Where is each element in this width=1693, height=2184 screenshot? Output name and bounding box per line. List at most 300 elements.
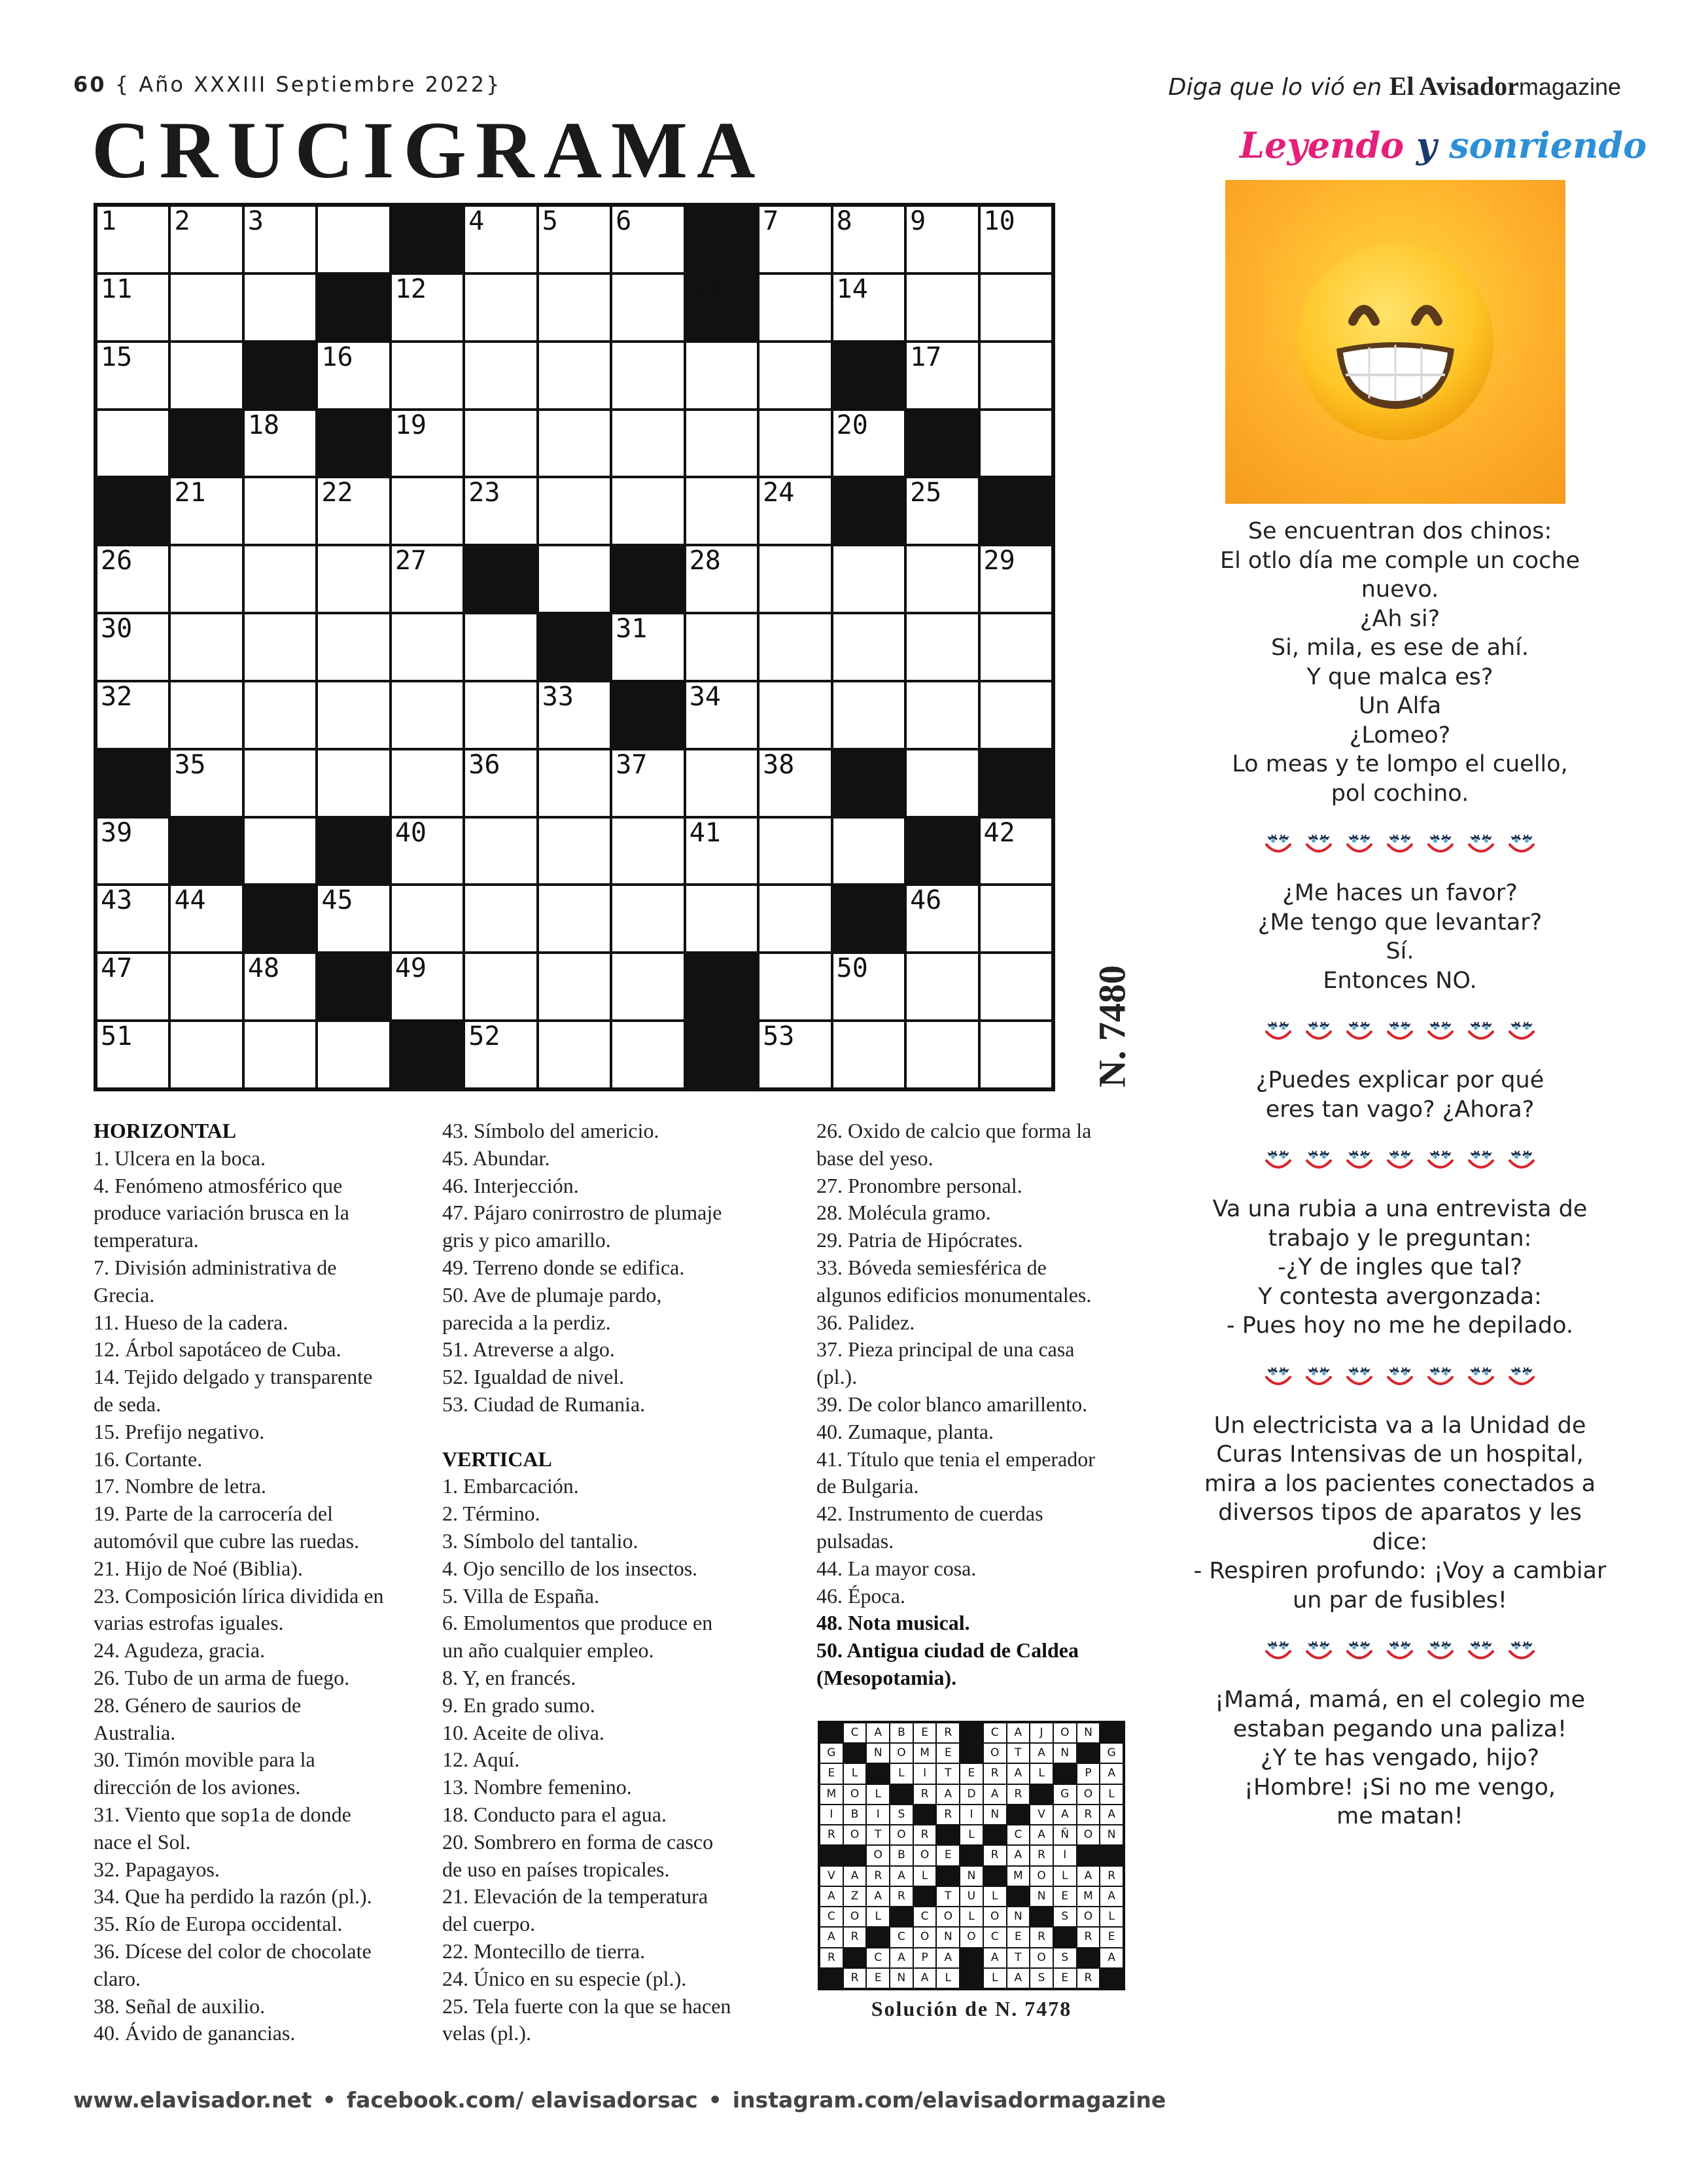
grid-cell[interactable] [97, 682, 168, 748]
grid-cell[interactable] [833, 954, 904, 1019]
grid-cell[interactable] [686, 682, 757, 748]
grid-cell[interactable] [981, 614, 1051, 680]
grid-cell[interactable] [539, 1022, 610, 1087]
grid-cell[interactable] [833, 1022, 904, 1087]
solution-cell: A [1030, 1825, 1053, 1844]
solution-cell: R [1077, 1805, 1100, 1824]
grid-cell[interactable] [759, 343, 830, 408]
solution-block [1100, 1969, 1123, 1988]
grid-cell[interactable] [97, 614, 168, 680]
grid-cell[interactable] [539, 478, 610, 544]
grid-cell[interactable] [465, 819, 536, 884]
grid-cell[interactable] [465, 614, 536, 680]
grid-cell[interactable] [392, 343, 463, 408]
grid-cell[interactable] [245, 1022, 315, 1087]
clue-line: pulsadas. [816, 1528, 894, 1553]
grid-cell[interactable] [612, 275, 683, 340]
grid-cell[interactable] [686, 478, 757, 544]
grid-cell[interactable] [759, 682, 830, 748]
solution-cell: S [1054, 1907, 1076, 1926]
solution-cell: O [844, 1785, 866, 1804]
solution-block [1007, 1805, 1030, 1824]
solution-block [1030, 1907, 1053, 1926]
solution-cell: A [984, 1785, 1006, 1804]
clue-line: parecida a la perdiz. [442, 1310, 611, 1334]
solution-cell: V [820, 1867, 843, 1886]
grid-cell[interactable] [97, 954, 168, 1019]
solution-cell: S [890, 1805, 913, 1824]
solution-cell: A [984, 1948, 1006, 1967]
grid-cell[interactable] [981, 343, 1051, 408]
grid-block [612, 682, 683, 748]
solution-cell: O [984, 1907, 1006, 1926]
grid-cell[interactable] [833, 411, 904, 476]
horizontal-clues-list [94, 1145, 406, 2047]
solution-cell: O [890, 1744, 913, 1763]
laughing-face-icon [1425, 828, 1456, 859]
solution-cell: I [914, 1764, 936, 1783]
solution-cell: S [1030, 1969, 1053, 1988]
solution-cell: E [1054, 1887, 1076, 1906]
solution-block [1054, 1764, 1076, 1783]
grid-cell[interactable] [759, 614, 830, 680]
solution-cell: A [1030, 1744, 1053, 1763]
grid-cell[interactable] [171, 614, 241, 680]
grid-cell[interactable] [686, 614, 757, 680]
grid-cell[interactable] [392, 954, 463, 1019]
solution-cell: S [1054, 1948, 1076, 1967]
solution-cell: R [984, 1846, 1006, 1865]
solution-cell: G [1054, 1785, 1076, 1804]
footer-instagram: instagram.com/elavisadormagazine [732, 2087, 1166, 2113]
clue-line: 36. Palidez. [816, 1310, 915, 1334]
joke-line: trabajo y le preguntan: [1268, 1225, 1532, 1252]
clue-line: 23. Composición lírica dividida en [94, 1583, 384, 1608]
grid-cell[interactable] [759, 954, 830, 1019]
grid-cell[interactable] [907, 614, 977, 680]
grid-cell[interactable] [318, 478, 389, 544]
emoji-separator [1191, 1015, 1609, 1046]
grid-cell[interactable] [171, 546, 241, 612]
grid-block [907, 411, 977, 476]
solution-cell: A [820, 1887, 843, 1906]
cell-number: 15 [101, 342, 133, 372]
grid-cell[interactable] [392, 819, 463, 884]
grid-cell[interactable] [907, 478, 977, 544]
footer-facebook: facebook.com/ elavisadorsac [346, 2087, 698, 2113]
cell-number: 4 [468, 206, 485, 236]
laughing-face-icon [1384, 828, 1416, 859]
grid-cell[interactable] [833, 275, 904, 340]
solution-cell: R [820, 1825, 843, 1844]
joke-line: ¿Lomeo? [1349, 722, 1451, 749]
solution-cell: M [914, 1744, 936, 1763]
grid-cell[interactable] [171, 207, 241, 272]
joke-line: diversos tipos de aparatos y les [1218, 1500, 1582, 1526]
grid-cell[interactable] [833, 614, 904, 680]
laughing-face-icon [1384, 1015, 1416, 1046]
grid-cell[interactable] [759, 819, 830, 884]
laughing-face-icon [1303, 1015, 1335, 1046]
grid-cell[interactable] [981, 682, 1051, 748]
clue-line: 13. Nombre femenino. [442, 1775, 632, 1799]
grid-cell[interactable] [97, 546, 168, 612]
laughing-face-icon [1465, 1015, 1497, 1046]
grid-cell[interactable] [612, 478, 683, 544]
grid-cell[interactable] [686, 411, 757, 476]
grid-cell[interactable] [612, 886, 683, 951]
grid-cell[interactable] [318, 546, 389, 612]
grinning-face-icon [1291, 238, 1500, 447]
grid-cell[interactable] [318, 886, 389, 951]
grid-cell[interactable] [171, 478, 241, 544]
clue-line: 17. Nombre de letra. [94, 1474, 266, 1498]
grid-cell[interactable] [981, 207, 1051, 272]
solution-cell: C [890, 1928, 913, 1946]
grid-cell[interactable] [465, 750, 536, 816]
grid-cell[interactable] [465, 1022, 536, 1087]
grid-cell[interactable] [392, 886, 463, 951]
grid-cell[interactable] [318, 750, 389, 816]
solution-cell: E [1007, 1928, 1030, 1946]
grid-cell[interactable] [97, 1022, 168, 1087]
joke-line: me matan! [1336, 1803, 1463, 1829]
solution-block [960, 1846, 983, 1865]
grid-cell[interactable] [465, 275, 536, 340]
grid-cell[interactable] [539, 343, 610, 408]
laughing-face-icon [1303, 1360, 1335, 1392]
grid-block [171, 819, 241, 884]
solution-cell: R [914, 1825, 936, 1844]
grid-block [245, 886, 315, 951]
grid-cell[interactable] [539, 275, 610, 340]
grid-cell[interactable] [97, 275, 168, 340]
grid-cell[interactable] [759, 275, 830, 340]
grid-cell[interactable] [759, 478, 830, 544]
grid-cell[interactable] [171, 1022, 241, 1087]
grid-cell[interactable] [686, 343, 757, 408]
grid-cell[interactable] [833, 819, 904, 884]
grid-cell[interactable] [97, 343, 168, 408]
solution-cell: R [984, 1764, 1006, 1783]
grid-cell[interactable] [981, 886, 1051, 951]
solution-cell: A [937, 1785, 959, 1804]
grid-cell[interactable] [981, 819, 1051, 884]
grid-block [465, 546, 536, 612]
clue-line: 52. Igualdad de nivel. [442, 1365, 625, 1389]
grid-cell[interactable] [465, 682, 536, 748]
grid-cell[interactable] [907, 750, 977, 816]
grid-block [981, 750, 1051, 816]
clue-line: 27. Pronombre personal. [816, 1173, 1022, 1197]
solution-cell: A [890, 1867, 913, 1886]
clues-column-3 [816, 1118, 1117, 1692]
grid-block [907, 819, 977, 884]
joke-line: ¿Puedes explicar por qué [1255, 1067, 1545, 1093]
joke-line: Y contesta avergonzada: [1258, 1283, 1542, 1310]
grid-cell[interactable] [612, 750, 683, 816]
grid-cell[interactable] [318, 207, 389, 272]
laughing-face-icon [1263, 1144, 1294, 1175]
grid-block [981, 478, 1051, 544]
grid-cell[interactable] [686, 546, 757, 612]
clue-line: 46. Interjección. [442, 1173, 579, 1197]
laughing-face-icon [1506, 828, 1537, 859]
solution-cell: A [1100, 1764, 1123, 1783]
grid-cell[interactable] [759, 1022, 830, 1087]
grid-cell[interactable] [97, 886, 168, 951]
grid-cell[interactable] [539, 411, 610, 476]
grid-cell[interactable] [392, 275, 463, 340]
solution-cell: Ñ [1054, 1825, 1076, 1844]
clue-line: 7. División administrativa de [94, 1255, 337, 1279]
grid-block [97, 750, 168, 816]
solution-cell: R [890, 1887, 913, 1906]
solution-cell: A [1007, 1969, 1030, 1988]
joke-line: estaban pegando una paliza! [1232, 1716, 1567, 1742]
page-title: CRUCIGRAMA [92, 105, 765, 195]
grid-cell[interactable] [833, 546, 904, 612]
grid-cell[interactable] [465, 886, 536, 951]
solution-cell: L [1030, 1764, 1053, 1783]
grid-cell[interactable] [392, 682, 463, 748]
solution-block [1054, 1928, 1076, 1946]
grid-cell[interactable] [465, 343, 536, 408]
previous-solution-grid [818, 1721, 1125, 1990]
cell-number: 49 [394, 953, 427, 984]
grid-block [97, 478, 168, 544]
emoji-separator [1191, 1634, 1609, 1666]
solution-block [820, 1969, 843, 1988]
grid-block [318, 819, 389, 884]
grid-cell[interactable] [981, 411, 1051, 476]
joke-line: Entonces NO. [1323, 967, 1477, 994]
grid-cell[interactable] [465, 411, 536, 476]
grid-cell[interactable] [171, 682, 241, 748]
solution-cell: O [1030, 1948, 1053, 1967]
grid-block [686, 1022, 757, 1087]
grid-cell[interactable] [171, 343, 241, 408]
grid-cell[interactable] [907, 275, 977, 340]
grid-cell[interactable] [981, 275, 1051, 340]
solution-block [937, 1867, 959, 1886]
laughing-face-icon [1263, 828, 1294, 859]
solution-block [984, 1867, 1006, 1886]
laughing-face-icon [1303, 1634, 1335, 1666]
laughing-face-icon [1263, 1634, 1294, 1666]
clue-line: 20. Sombrero en forma de casco [442, 1829, 714, 1854]
grid-cell[interactable] [612, 343, 683, 408]
grid-cell[interactable] [539, 886, 610, 951]
clue-line: 4. Ojo sencillo de los insectos. [442, 1556, 698, 1580]
solution-cell: L [984, 1969, 1006, 1988]
clue-line: algunos edificios monumentales. [816, 1282, 1092, 1307]
grid-cell[interactable] [612, 1022, 683, 1087]
grid-cell[interactable] [245, 614, 315, 680]
spacer [442, 1418, 755, 1446]
grid-cell[interactable] [907, 546, 977, 612]
grid-cell[interactable] [759, 207, 830, 272]
clue-line: (Mesopotamia). [816, 1665, 957, 1689]
grid-cell[interactable] [171, 750, 241, 816]
solution-cell: E [937, 1744, 959, 1763]
grid-cell[interactable] [245, 411, 315, 476]
joke-line: ¿Me haces un favor? [1282, 880, 1518, 906]
solution-cell: R [1030, 1846, 1053, 1865]
grid-cell[interactable] [465, 954, 536, 1019]
grid-cell[interactable] [392, 546, 463, 612]
grid-cell[interactable] [686, 750, 757, 816]
cell-number: 33 [542, 681, 574, 712]
joke-line: un par de fusibles! [1293, 1587, 1507, 1613]
grid-cell[interactable] [392, 614, 463, 680]
joke-line: Sí. [1386, 938, 1414, 964]
clue-line: 1. Embarcación. [442, 1474, 579, 1498]
joke-line: - Respiren profundo: ¡Voy a cambiar [1193, 1558, 1607, 1584]
cell-number: 34 [689, 681, 721, 712]
clue-line: 5. Villa de España. [442, 1583, 600, 1608]
grid-cell[interactable] [907, 207, 977, 272]
grid-cell[interactable] [245, 275, 315, 340]
grid-cell[interactable] [318, 682, 389, 748]
grid-cell[interactable] [833, 207, 904, 272]
grid-cell[interactable] [686, 886, 757, 951]
grid-block [833, 343, 904, 408]
clue-line: varias estrofas iguales. [94, 1611, 284, 1635]
clue-line: claro. [94, 1966, 141, 1990]
grid-cell[interactable] [907, 343, 977, 408]
puzzle-number: N. 7480 [1091, 965, 1134, 1087]
grid-cell[interactable] [245, 478, 315, 544]
laughing-face-icon [1263, 1360, 1294, 1392]
solution-cell: N [1100, 1825, 1123, 1844]
grid-cell[interactable] [981, 546, 1051, 612]
solution-block [960, 1948, 983, 1967]
grid-cell[interactable] [907, 682, 977, 748]
grid-cell[interactable] [539, 546, 610, 612]
grid-cell[interactable] [171, 886, 241, 951]
grid-cell[interactable] [245, 819, 315, 884]
grid-cell[interactable] [759, 546, 830, 612]
solution-cell: A [1007, 1723, 1030, 1742]
grid-cell[interactable] [465, 478, 536, 544]
solution-cell: L [890, 1764, 913, 1783]
cell-number: 37 [616, 749, 648, 780]
solution-cell: R [1100, 1867, 1123, 1886]
grid-cell[interactable] [759, 750, 830, 816]
grid-cell[interactable] [907, 954, 977, 1019]
joke-line: Va una rubia a una entrevista de [1212, 1196, 1588, 1222]
grid-cell[interactable] [981, 954, 1051, 1019]
grid-cell[interactable] [539, 954, 610, 1019]
solution-cell: N [937, 1928, 959, 1946]
grid-cell[interactable] [245, 682, 315, 748]
grid-cell[interactable] [245, 750, 315, 816]
joke-line: -¿Y de ingles que tal? [1278, 1254, 1522, 1280]
clue-line: gris y pico amarillo. [442, 1228, 611, 1252]
grid-cell[interactable] [907, 886, 977, 951]
clue-line: temperatura. [94, 1228, 199, 1252]
grid-cell[interactable] [686, 819, 757, 884]
clue-line: 36. Dícese del color de chocolate [94, 1939, 372, 1963]
grid-block [686, 275, 757, 340]
vertical-clues-list-cont [816, 1118, 1117, 1610]
grid-cell[interactable] [318, 343, 389, 408]
solution-cell: L [1054, 1867, 1076, 1886]
clue-line: 46. Época. [816, 1583, 905, 1608]
grid-cell[interactable] [318, 1022, 389, 1087]
grid-cell[interactable] [245, 546, 315, 612]
grid-cell[interactable] [97, 207, 168, 272]
grid-cell[interactable] [171, 954, 241, 1019]
grid-cell[interactable] [612, 819, 683, 884]
grid-block [833, 478, 904, 544]
solution-cell: M [1007, 1867, 1030, 1886]
grid-cell[interactable] [97, 411, 168, 476]
clue-line: 8. Y, en francés. [442, 1665, 576, 1689]
page-header-left [73, 72, 501, 97]
solution-block [820, 1723, 843, 1742]
laughing-face-icon [1263, 1015, 1294, 1046]
emoji-separator [1191, 1360, 1609, 1392]
grid-cell[interactable] [759, 886, 830, 951]
grid-cell[interactable] [392, 478, 463, 544]
clue-line: 10. Aceite de oliva. [442, 1720, 604, 1744]
grid-cell[interactable] [907, 1022, 977, 1087]
joke-line: pol cochino. [1331, 780, 1469, 807]
grid-cell[interactable] [759, 411, 830, 476]
solution-cell: B [890, 1846, 913, 1865]
grid-cell[interactable] [612, 954, 683, 1019]
grid-cell[interactable] [318, 614, 389, 680]
cell-number: 27 [394, 546, 427, 576]
cell-number: 18 [247, 410, 280, 440]
grid-cell[interactable] [612, 207, 683, 272]
clue-line: 14. Tejido delgado y transparente [94, 1365, 373, 1389]
cell-number: 47 [101, 953, 133, 984]
grid-cell[interactable] [97, 819, 168, 884]
joke-line: Un electricista va a la Unidad de [1213, 1412, 1586, 1439]
laughing-face-icon [1303, 1144, 1335, 1175]
grid-cell[interactable] [465, 207, 536, 272]
solution-cell: C [820, 1907, 843, 1926]
grid-cell[interactable] [392, 411, 463, 476]
grid-cell[interactable] [612, 411, 683, 476]
solution-cell: E [820, 1764, 843, 1783]
solution-block [844, 1948, 866, 1967]
clue-line: 34. Que ha perdido la razón (pl.). [94, 1884, 372, 1909]
grid-cell[interactable] [171, 275, 241, 340]
grid-cell[interactable] [612, 614, 683, 680]
grid-cell[interactable] [539, 207, 610, 272]
grid-cell[interactable] [833, 682, 904, 748]
grid-cell[interactable] [539, 750, 610, 816]
cell-number: 8 [836, 206, 852, 236]
solution-cell: P [1077, 1764, 1100, 1783]
solution-cell: M [1077, 1887, 1100, 1906]
clue-line: 44. La mayor cosa. [816, 1556, 977, 1580]
grid-cell[interactable] [539, 819, 610, 884]
cell-number: 14 [836, 273, 868, 304]
grid-cell[interactable] [981, 1022, 1051, 1087]
grid-cell[interactable] [245, 954, 315, 1019]
solution-block [914, 1805, 936, 1824]
grid-cell[interactable] [245, 207, 315, 272]
laughing-face-icon [1384, 1360, 1416, 1392]
grid-cell[interactable] [392, 750, 463, 816]
cell-number: 13 [689, 273, 721, 304]
grid-cell[interactable] [539, 682, 610, 748]
